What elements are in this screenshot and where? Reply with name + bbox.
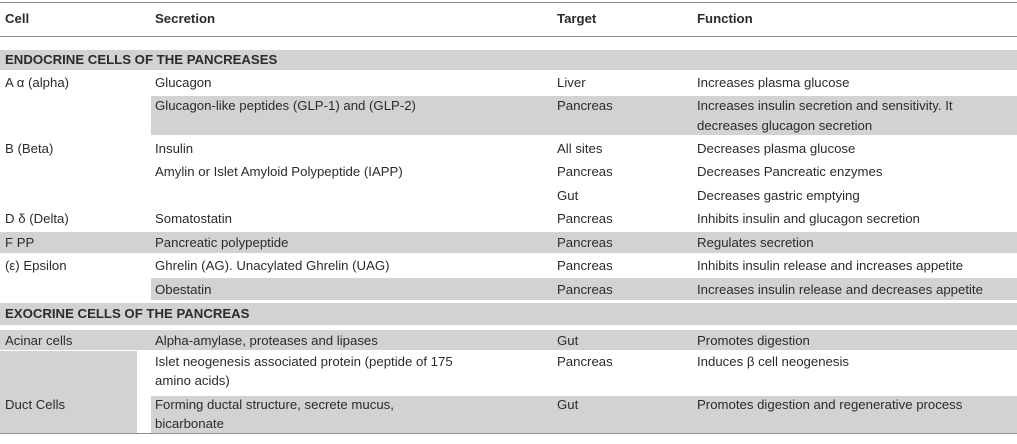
section-title-endocrine: ENDOCRINE CELLS OF THE PANCREASES xyxy=(5,52,278,67)
row-band-acinar xyxy=(0,330,1017,350)
target: Gut xyxy=(557,397,579,412)
secretion: Pancreatic polypeptide xyxy=(155,235,289,250)
function: Promotes digestion xyxy=(697,333,810,348)
function: Induces β cell neogenesis xyxy=(697,354,850,369)
function: Decreases plasma glucose xyxy=(697,141,856,156)
secretion: Glucagon-like peptides (GLP-1) and (GLP-2) xyxy=(155,98,416,113)
header-cell: Cell xyxy=(5,11,30,26)
secretion: Somatostatin xyxy=(155,211,232,226)
target: Gut xyxy=(557,188,579,203)
function: Promotes digestion and regenerative process xyxy=(697,397,963,412)
cell-name: D δ (Delta) xyxy=(5,211,69,226)
function: Increases insulin secretion and sensitivity. It xyxy=(697,98,953,113)
bottom-rule xyxy=(0,433,1017,434)
header-rule xyxy=(0,36,1017,37)
target: Pancreas xyxy=(557,98,613,113)
target: Gut xyxy=(557,333,579,348)
function: Increases insulin release and decreases appetite xyxy=(697,282,983,297)
secretion: Forming ductal structure, secrete mucus, xyxy=(155,397,394,412)
target: Pancreas xyxy=(557,354,613,369)
target: Pancreas xyxy=(557,235,613,250)
target: Liver xyxy=(557,75,586,90)
cell-name: A α (alpha) xyxy=(5,75,70,90)
cell-name: B (Beta) xyxy=(5,141,54,156)
cell-name: F PP xyxy=(5,235,35,250)
target: Pancreas xyxy=(557,282,613,297)
section-title-exocrine: EXOCRINE CELLS OF THE PANCREAS xyxy=(5,306,250,321)
secretion: Glucagon xyxy=(155,75,212,90)
row-band-fpp xyxy=(0,232,1017,253)
function: Regulates secretion xyxy=(697,235,814,250)
cell-name: Acinar cells xyxy=(5,333,73,348)
secretion: Islet neogenesis associated protein (peptide of 175 xyxy=(155,354,453,369)
secretion: Ghrelin (AG). Unacylated Ghrelin (UAG) xyxy=(155,258,390,273)
target: Pancreas xyxy=(557,258,613,273)
secretion: Alpha-amylase, proteases and lipases xyxy=(155,333,378,348)
secretion: Obestatin xyxy=(155,282,212,297)
secretion: bicarbonate xyxy=(155,416,224,431)
secretion: Amylin or Islet Amyloid Polypeptide (IAPP) xyxy=(155,164,403,179)
cell-name: (ε) Epsilon xyxy=(5,258,67,273)
row-band-duct-cells xyxy=(0,351,137,433)
function: decreases glucagon secretion xyxy=(697,118,873,133)
header-function: Function xyxy=(697,11,753,26)
header-target: Target xyxy=(557,11,597,26)
target: Pancreas xyxy=(557,211,613,226)
header-secretion: Secretion xyxy=(155,11,216,26)
top-rule xyxy=(0,2,1017,3)
function: Decreases gastric emptying xyxy=(697,188,860,203)
secretion: amino acids) xyxy=(155,373,230,388)
function: Inhibits insulin and glucagon secretion xyxy=(697,211,920,226)
function: Decreases Pancreatic enzymes xyxy=(697,164,883,179)
target: All sites xyxy=(557,141,603,156)
secretion: Insulin xyxy=(155,141,194,156)
cell-name: Duct Cells xyxy=(5,397,66,412)
function: Inhibits insulin release and increases appetite xyxy=(697,258,964,273)
function: Increases plasma glucose xyxy=(697,75,850,90)
target: Pancreas xyxy=(557,164,613,179)
